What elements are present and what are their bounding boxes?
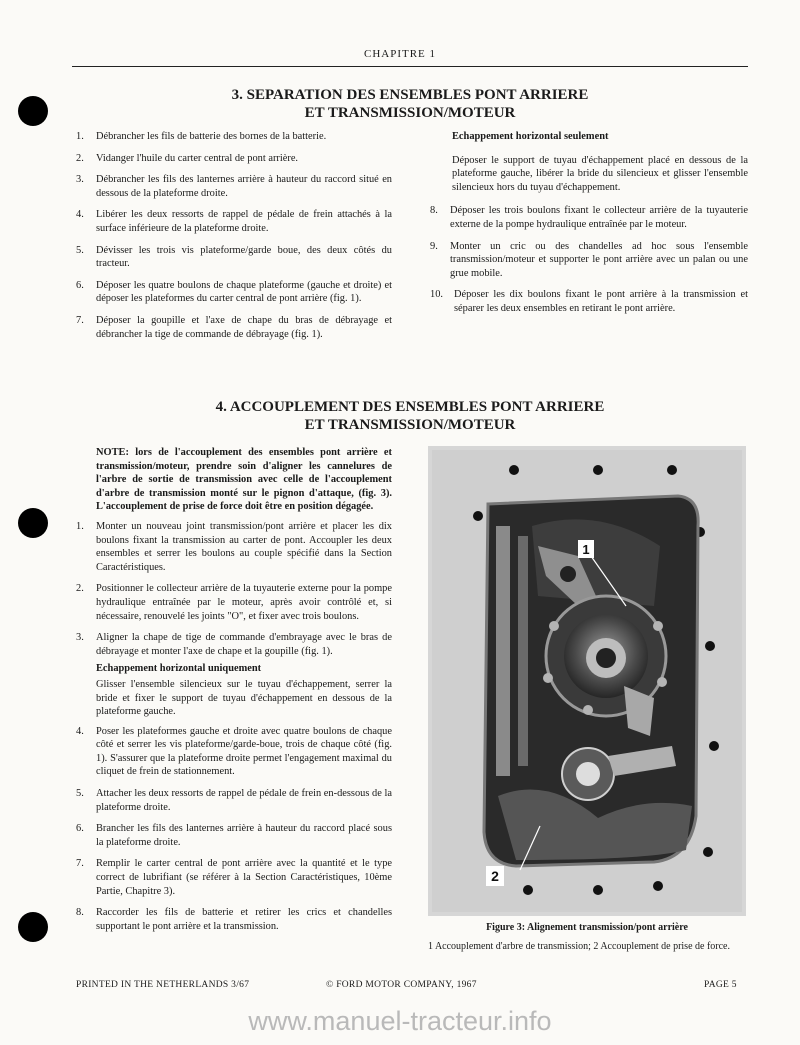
figure-label-1: 1 <box>582 542 590 557</box>
item-number: 8. <box>430 205 438 217</box>
item-number: 1. <box>76 520 84 532</box>
item-text: Débrancher les fils de batterie des bornes de la batterie. <box>96 131 327 142</box>
item-number: 2. <box>76 583 84 595</box>
item-text: Attacher les deux ressorts de rappel de pédale de frein en-dessous de la plateforme droite. <box>96 788 392 813</box>
exhaust-heading: Echappement horizontal seulement <box>452 131 609 142</box>
section4-list-b <box>76 725 392 934</box>
list-item <box>76 582 392 623</box>
item-number: 3. <box>76 632 84 644</box>
section3-title <box>72 86 748 122</box>
item-number: 4. <box>76 209 84 221</box>
item-number: 5. <box>76 788 84 800</box>
item-text: Vidanger l'huile du carter central de pont arrière. <box>96 152 299 164</box>
figure-caption-text: 1 Accouplement d'arbre de transmission; 2 Accouplement de prise de force. <box>428 941 730 952</box>
section3-right-column <box>430 130 748 324</box>
section3-title-line1: 3. SEPARATION DES ENSEMBLES PONT ARRIERE <box>231 87 589 103</box>
list-item <box>76 173 392 200</box>
item-text: Déposer les trois boulons fixant le collecteur arrière de la tuyauterie externe de la pompe hydraulique entraînée par le moteur. <box>450 205 748 230</box>
item-text: Poser les plateformes gauche et droite avec quatre boulons de chaque côté et serrer les vis plateforme/garde-boue, trois de chaque côté (fig. 1). S'assurer que la plateforme droite permet l'engagement maximal du cliquet de frein de stationnement. <box>96 725 392 778</box>
item-text: Raccorder les fils de batterie et retirer les crics et chandelles supportant le pont arrière et la transmission. <box>96 907 392 932</box>
list-item <box>430 288 748 315</box>
list-item <box>76 279 392 306</box>
list-item <box>76 906 392 933</box>
list-item <box>76 130 392 144</box>
transmission-illustration <box>428 446 746 916</box>
exhaust-sub-heading: Echappement horizontal uniquement <box>96 663 262 675</box>
item-text: Monter un nouveau joint transmission/pont arrière et placer les dix boulons fixant la transmission au carter de pont. Accoupler les deux ensembles et serrer les boulons au couple spécifié dans la Section Caractéristiques. <box>96 520 392 573</box>
item-number: 9. <box>430 240 438 252</box>
list-item <box>76 725 392 779</box>
list-item <box>76 822 392 849</box>
item-text: Déposer les quatre boulons de chaque plateforme (gauche et droite) et déposer les plateformes du carter central de pont arrière (fig. 1). <box>96 279 392 305</box>
item-number: 5. <box>76 244 84 256</box>
list-item <box>430 204 748 231</box>
item-text: Positionner le collecteur arrière de la tuyauterie externe pour la pompe hydraulique entraînée par le moteur, après avoir contrôlé et, si nécessaire, renouvelé les joints "O", et fixer avec trois boulons. <box>96 583 392 622</box>
watermark: www.manuel-tracteur.info <box>248 1006 552 1036</box>
section3-left-column <box>76 130 392 349</box>
item-number: 8. <box>76 907 84 919</box>
list-item <box>430 240 748 281</box>
item-number: 7. <box>76 858 84 870</box>
exhaust-text: Déposer le support de tuyau d'échappement placé en dessous de la plateforme gauche, libérer la bride du silencieux et glisser l'ensemble silencieux hors du tuyau d'échappement. <box>452 154 748 193</box>
exhaust-sub-text: Glisser l'ensemble silencieux sur le tuyau d'échappement, serrer la bride et fixer le support de tuyau d'échappement en dessous de la plateforme gauche. <box>96 678 392 718</box>
item-number: 1. <box>76 131 84 142</box>
binder-hole <box>18 96 48 126</box>
section3-title-line2: ET TRANSMISSION/MOTEUR <box>304 105 516 121</box>
item-number: 10. <box>430 289 443 301</box>
item-text: Aligner la chape de tige de commande d'embrayage avec le bras de débrayage et monter l'axe de chape et la goupille (fig. 1). <box>96 632 392 657</box>
item-text: Remplir le carter central de pont arrière avec la quantité et le type correct de lubrifiant (se référer à la Section Caractéristiques, 10ème Partie, Chapitre 3). <box>96 858 392 897</box>
list-item <box>76 857 392 898</box>
footer-copyright: © FORD MOTOR COMPANY, 1967 <box>326 980 477 990</box>
note-text: NOTE: lors de l'accouplement des ensembles pont arrière et transmission/moteur, prendre soin d'aligner les cannelures de l'arbre de sortie de transmission avec celle de l'accouplement d'arbre de transmission monté sur le pignon d'attaque, (fig. 3). L'accouplement de prise de force doit être en position dégagée. <box>96 447 392 513</box>
item-number: 2. <box>76 152 84 164</box>
item-number: 4. <box>76 725 84 737</box>
item-text: Dévisser les trois vis plateforme/garde boue, des deux côtés du tracteur. <box>96 244 392 270</box>
chapter-header: CHAPITRE 1 <box>363 48 437 60</box>
section4-list-a <box>76 520 392 658</box>
item-number: 3. <box>76 174 84 186</box>
list-item <box>76 314 392 341</box>
binder-hole <box>18 912 48 942</box>
item-number: 6. <box>76 823 84 835</box>
list-item <box>76 520 392 574</box>
item-text: Débrancher les fils des lanternes arrière à hauteur du raccord situé en dessous de la plateforme droite. <box>96 174 392 199</box>
list-item <box>76 244 392 271</box>
item-text: Monter un cric ou des chandelles ad hoc sous l'ensemble transmission/moteur et supporter le pont arrière avec un palan ou une grue mobile. <box>450 240 748 279</box>
header-rule <box>72 66 748 67</box>
section4-title-line2: ET TRANSMISSION/MOTEUR <box>304 417 516 433</box>
footer-printed: PRINTED IN THE NETHERLANDS 3/67 <box>76 980 250 990</box>
figure-caption-title: Figure 3: Alignement transmission/pont arrière <box>486 922 688 933</box>
list-item <box>76 208 392 235</box>
footer-page-number: PAGE 5 <box>704 980 737 990</box>
item-number: 6. <box>76 279 84 291</box>
list-item <box>76 787 392 814</box>
binder-hole <box>18 508 48 538</box>
item-number: 7. <box>76 314 84 326</box>
item-text: Libérer les deux ressorts de rappel de pédale de frein attachés à la surface inférieure de la plateforme droite. <box>96 209 392 234</box>
item-text: Déposer les dix boulons fixant le pont arrière à la transmission et séparer les deux ensembles en retirant le pont arrière. <box>454 289 748 314</box>
section3-right-list <box>430 204 748 315</box>
item-text: Brancher les fils des lanternes arrière à hauteur du raccord placé sous la plateforme droite. <box>96 823 392 848</box>
section4-title-line1: 4. ACCOUPLEMENT DES ENSEMBLES PONT ARRIERE <box>215 399 605 415</box>
list-item <box>76 152 392 166</box>
list-item <box>76 631 392 658</box>
section4-title <box>72 398 748 434</box>
figure-3-photo <box>428 446 746 916</box>
section4-column <box>76 446 392 941</box>
figure-label-2: 2 <box>491 868 499 884</box>
item-text: Déposer la goupille et l'axe de chape du bras de débrayage et débrancher la tige de commande de débrayage (fig. 1). <box>96 314 392 340</box>
